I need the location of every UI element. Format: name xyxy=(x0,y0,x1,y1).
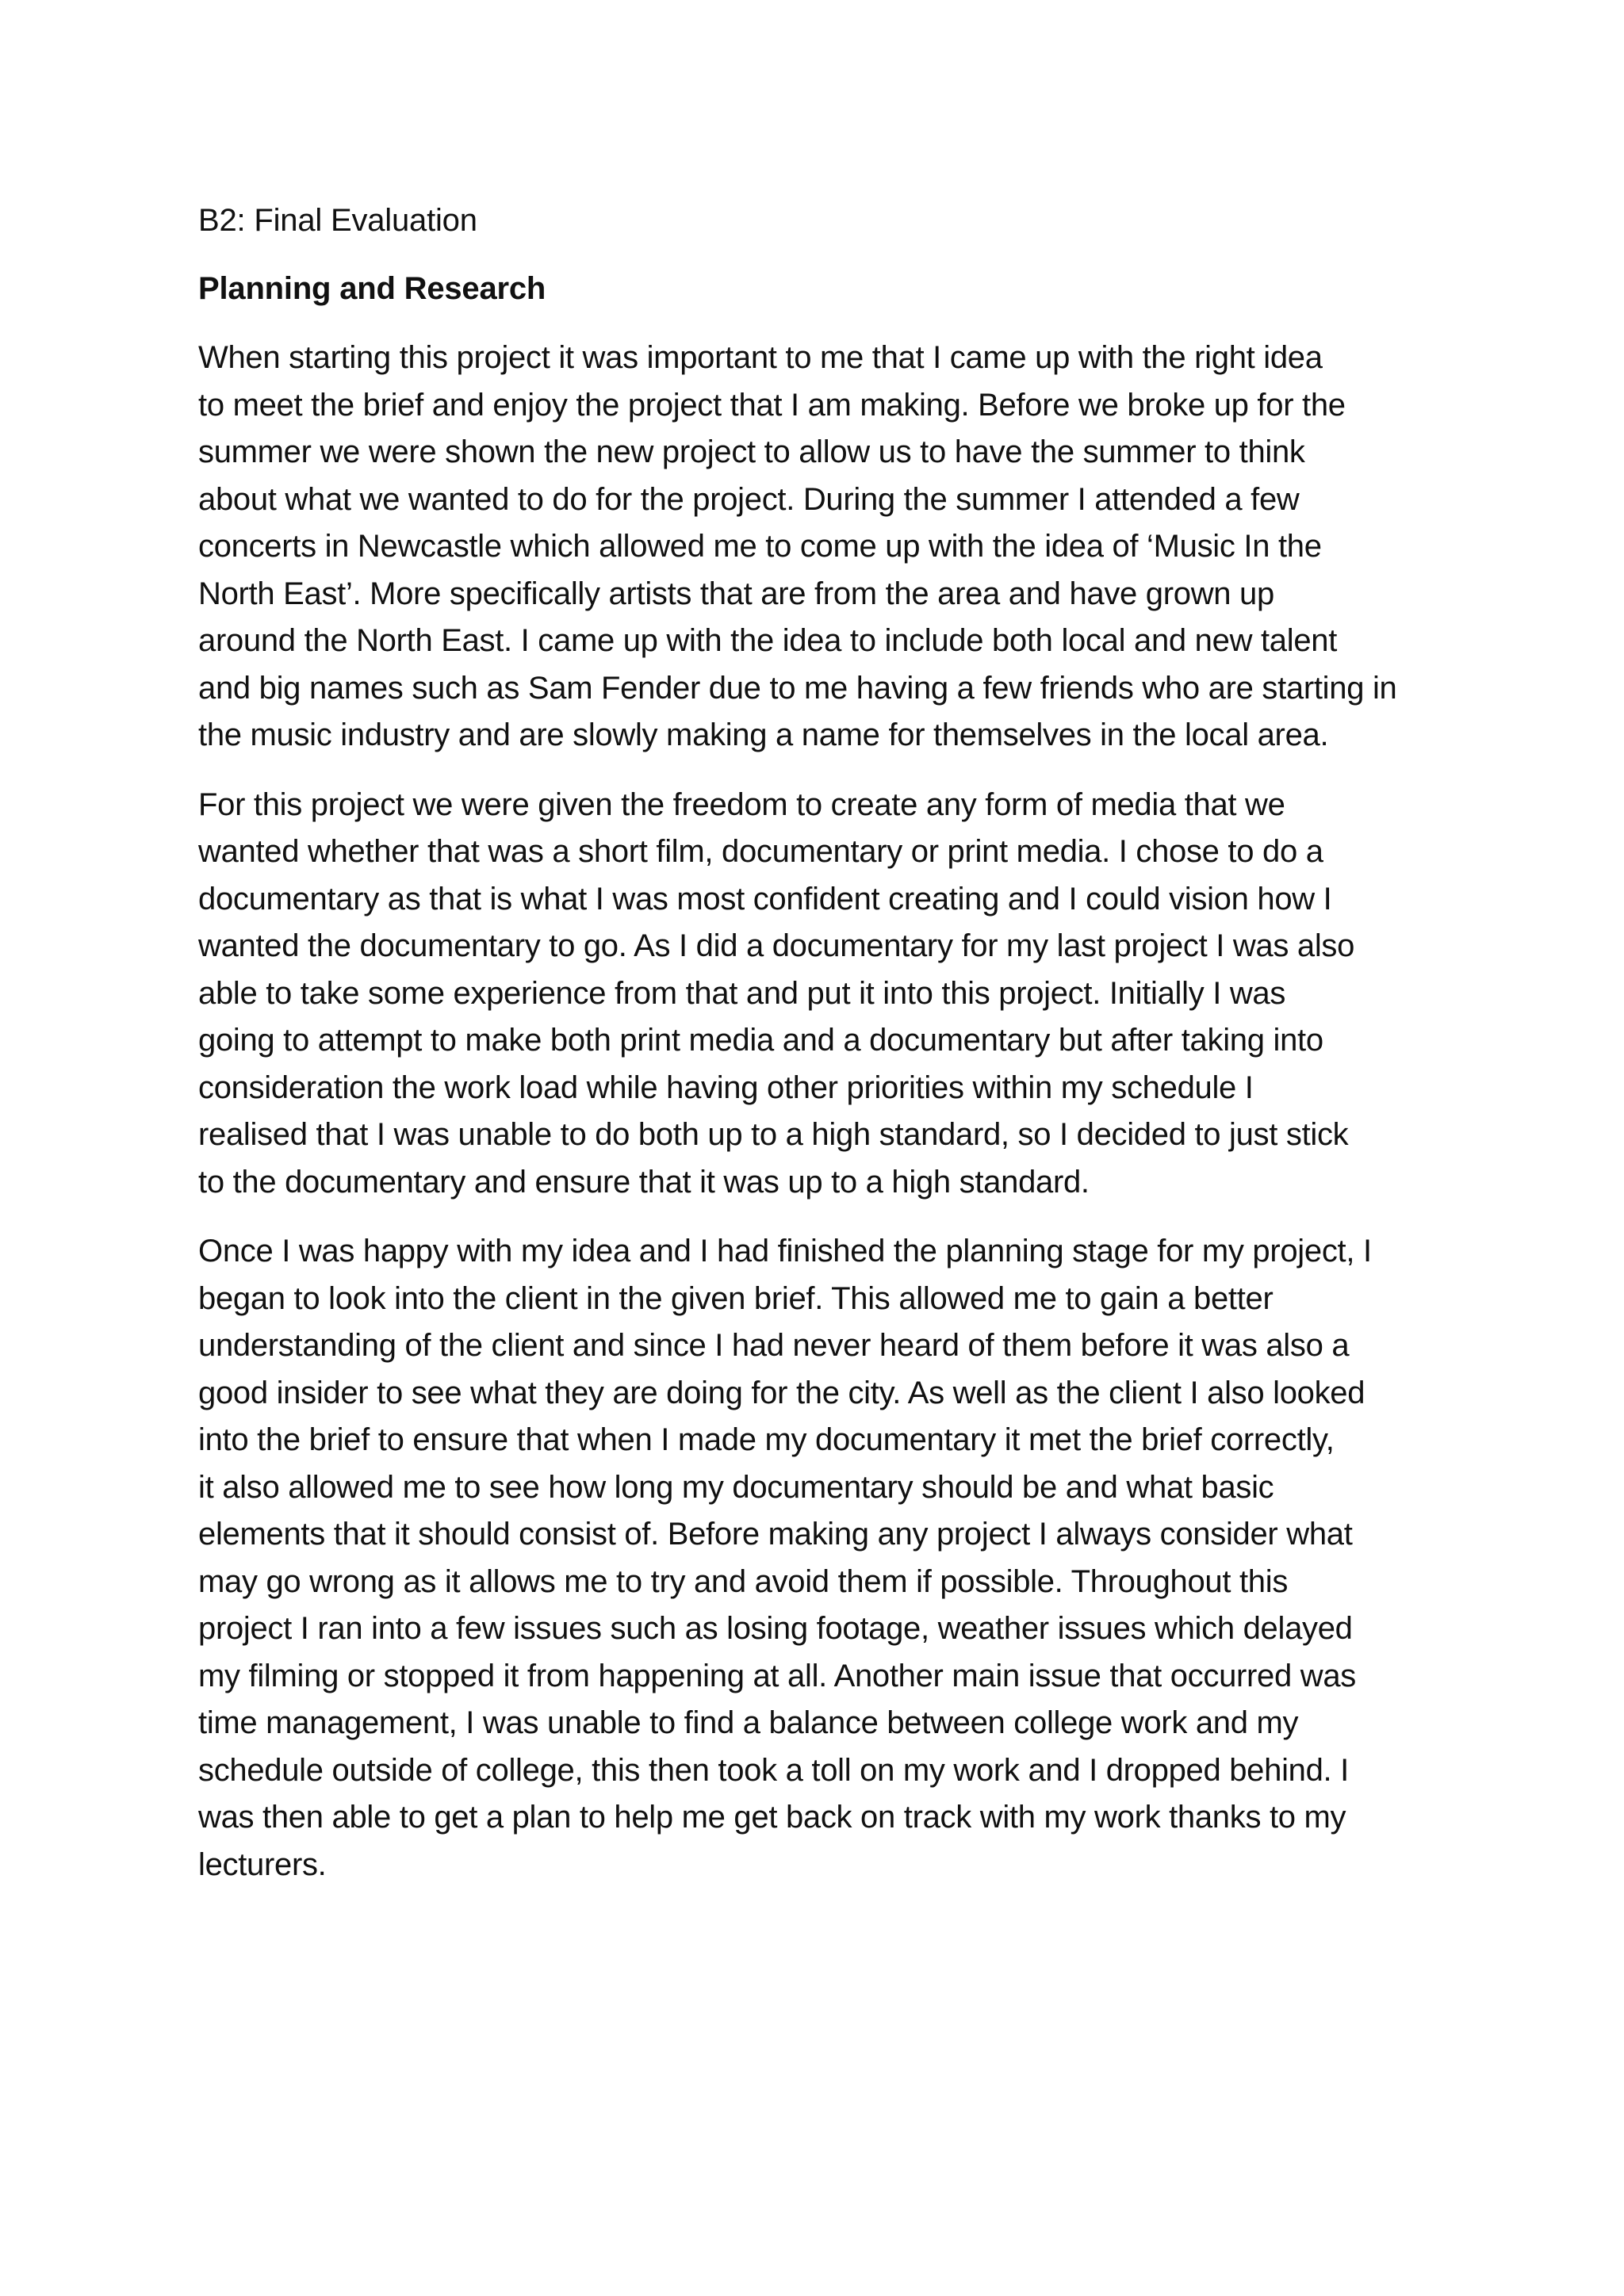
document-heading: B2: Final Evaluation xyxy=(198,203,477,238)
paragraph-line: understanding of the client and since I had never heard of them before it was also a xyxy=(198,1328,1350,1363)
section-title: Planning and Research xyxy=(198,271,546,306)
paragraph-line: to meet the brief and enjoy the project that I am making. Before we broke up for the xyxy=(198,387,1346,423)
paragraph-line: time management, I was unable to find a balance between college work and my xyxy=(198,1705,1299,1740)
paragraph-line: concerts in Newcastle which allowed me to come up with the idea of ‘Music In the xyxy=(198,529,1322,564)
paragraph-line: North East’. More specifically artists that are from the area and have grown up xyxy=(198,576,1274,611)
document-body xyxy=(198,198,1443,1911)
paragraph-line: summer we were shown the new project to allow us to have the summer to think xyxy=(198,434,1305,469)
paragraph-line: able to take some experience from that and put it into this project. Initially I was xyxy=(198,975,1286,1011)
paragraph-line: project I ran into a few issues such as losing footage, weather issues which delayed xyxy=(198,1611,1353,1646)
paragraph-line: began to look into the client in the given brief. This allowed me to gain a better xyxy=(198,1280,1274,1316)
paragraph-line: consideration the work load while having other priorities within my schedule I xyxy=(198,1070,1254,1105)
paragraph-2 xyxy=(198,782,1443,1207)
paragraph-line: Once I was happy with my idea and I had finished the planning stage for my project, I xyxy=(198,1234,1372,1269)
paragraph-line: was then able to get a plan to help me get back on track with my work thanks to my xyxy=(198,1800,1346,1835)
paragraph-line: into the brief to ensure that when I made my documentary it met the brief correctly, xyxy=(198,1422,1335,1457)
paragraph-line: to the documentary and ensure that it was up to a high standard. xyxy=(198,1164,1090,1200)
paragraph-line: and big names such as Sam Fender due to me having a few friends who are starting in xyxy=(198,670,1397,706)
paragraph-line: around the North East. I came up with the idea to include both local and new talent xyxy=(198,623,1338,658)
paragraph-line: wanted the documentary to go. As I did a documentary for my last project I was also xyxy=(198,928,1355,963)
paragraph-line: documentary as that is what I was most confident creating and I could vision how I xyxy=(198,881,1332,916)
paragraph-line: may go wrong as it allows me to try and avoid them if possible. Throughout this xyxy=(198,1563,1289,1599)
paragraph-line: realised that I was unable to do both up to a high standard, so I decided to just stick xyxy=(198,1117,1349,1152)
paragraph-line: When starting this project it was important to me that I came up with the right idea xyxy=(198,340,1323,375)
paragraph-line: it also allowed me to see how long my documentary should be and what basic xyxy=(198,1469,1274,1505)
paragraph-line: good insider to see what they are doing for the city. As well as the client I also looked xyxy=(198,1375,1365,1410)
paragraph-line: going to attempt to make both print media and a documentary but after taking into xyxy=(198,1023,1323,1058)
paragraph-line: wanted whether that was a short film, documentary or print media. I chose to do a xyxy=(198,834,1323,869)
paragraph-line: my filming or stopped it from happening at all. Another main issue that occurred was xyxy=(198,1658,1356,1693)
paragraph-line: lecturers. xyxy=(198,1846,327,1882)
paragraph-line: For this project we were given the freedom to create any form of media that we xyxy=(198,786,1285,822)
paragraph-line: the music industry and are slowly making a name for themselves in the local area. xyxy=(198,718,1329,752)
paragraph-line: about what we wanted to do for the project. During the summer I attended a few xyxy=(198,481,1300,517)
paragraph-3 xyxy=(198,1228,1443,1888)
paragraph-line: elements that it should consist of. Before making any project I always consider what xyxy=(198,1517,1353,1552)
paragraph-1 xyxy=(198,335,1443,760)
paragraph-line: schedule outside of college, this then took a toll on my work and I dropped behind. I xyxy=(198,1752,1349,1788)
